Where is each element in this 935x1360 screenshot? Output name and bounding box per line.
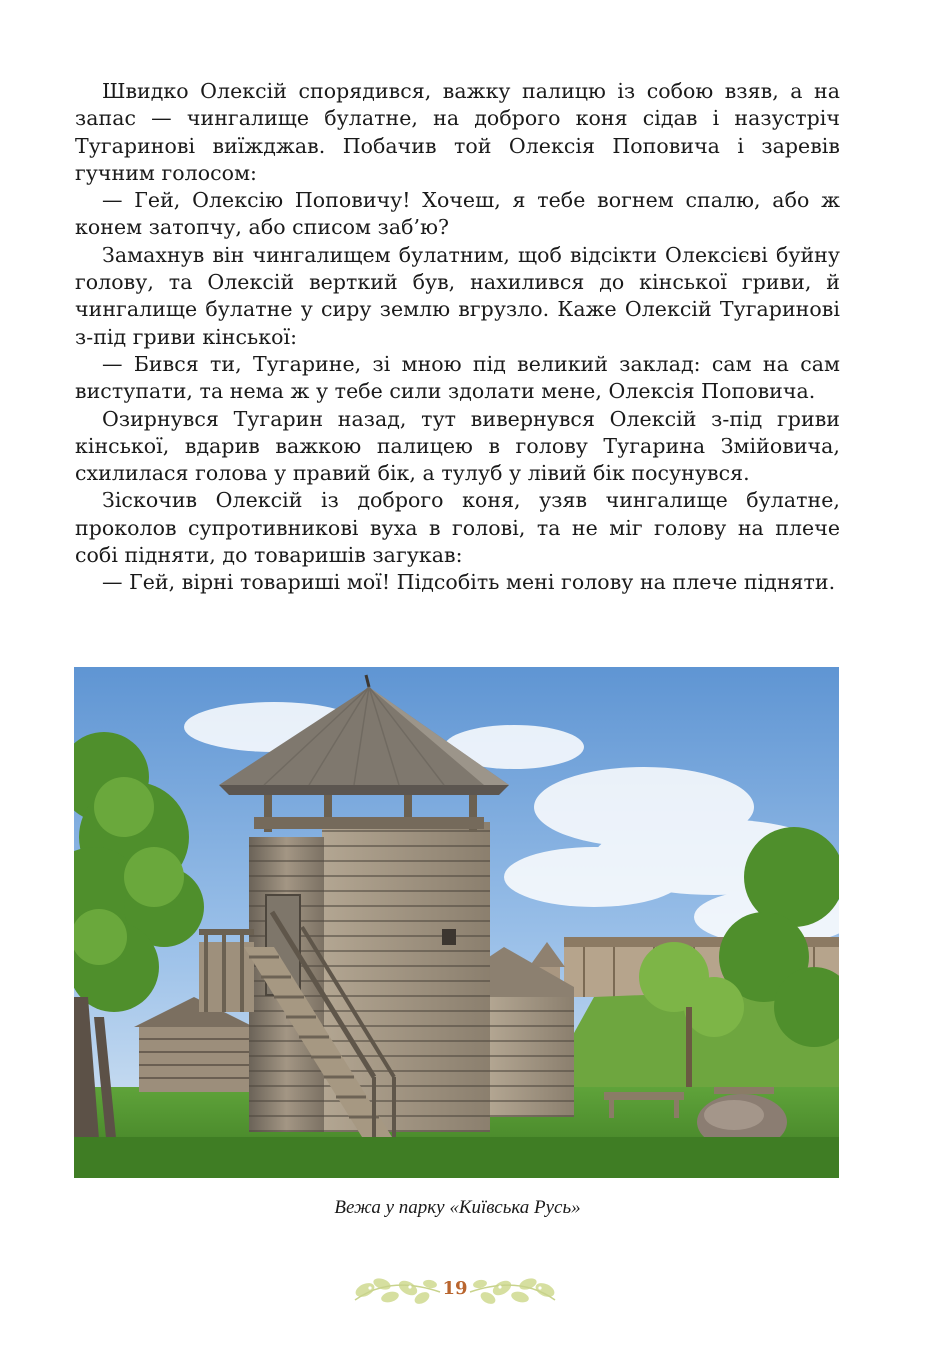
page-footer xyxy=(350,1270,560,1310)
paragraph: — Гей, Олексію Поповичу! Хочеш, я тебе вогнем спалю, або ж конем затопчу, або списом заб’ю? xyxy=(75,188,840,240)
page-number: 19 xyxy=(442,1278,468,1299)
paragraph: — Бився ти, Тугарине, зі мною під великий заклад: сам на сам виступати, та нема ж у тебе сили здолати мене, Олексія Поповича. xyxy=(75,351,840,404)
tower-photo xyxy=(74,667,839,1178)
paragraph: Замахнув він чингалищем булатним, щоб відсікти Олексієві буйну голову, та Олексій верткий був, нахилився до кінської гриви, й чингалище булатне у сиру землю вгрузло. Каже Олексій Тугаринові з-під гриви кінської: xyxy=(75,242,840,349)
paragraph: Озирнувся Тугарин назад, тут вивернувся Олексій з-під гриви кінської, вдарив важкою палицею в голову Тугарина Змійовича, схилилася голова у правий бік, а тулуб у лівий бік посунувся. xyxy=(75,406,840,486)
paragraph: Швидко Олексій спорядився, важку палицю із собою взяв, а на запас — чингалище булатне, на доброго коня сідав і назустріч Тугаринові виїжджав. Побачив той Олексія Поповича і заревів гучним голосом: xyxy=(75,79,840,185)
photo-caption: Вежа у парку «Київська Русь» xyxy=(334,1197,581,1218)
story-text xyxy=(75,78,840,597)
paragraph: Зіскочив Олексій із доброго коня, узяв чингалище булатне, проколов супротивникові вуха в голові, та не міг голову на плече собі підняти, до товаришів загукав: xyxy=(75,488,840,568)
paragraph: — Гей, вірні товариші мої! Підсобіть мені голову на плече підняти. xyxy=(102,570,836,595)
